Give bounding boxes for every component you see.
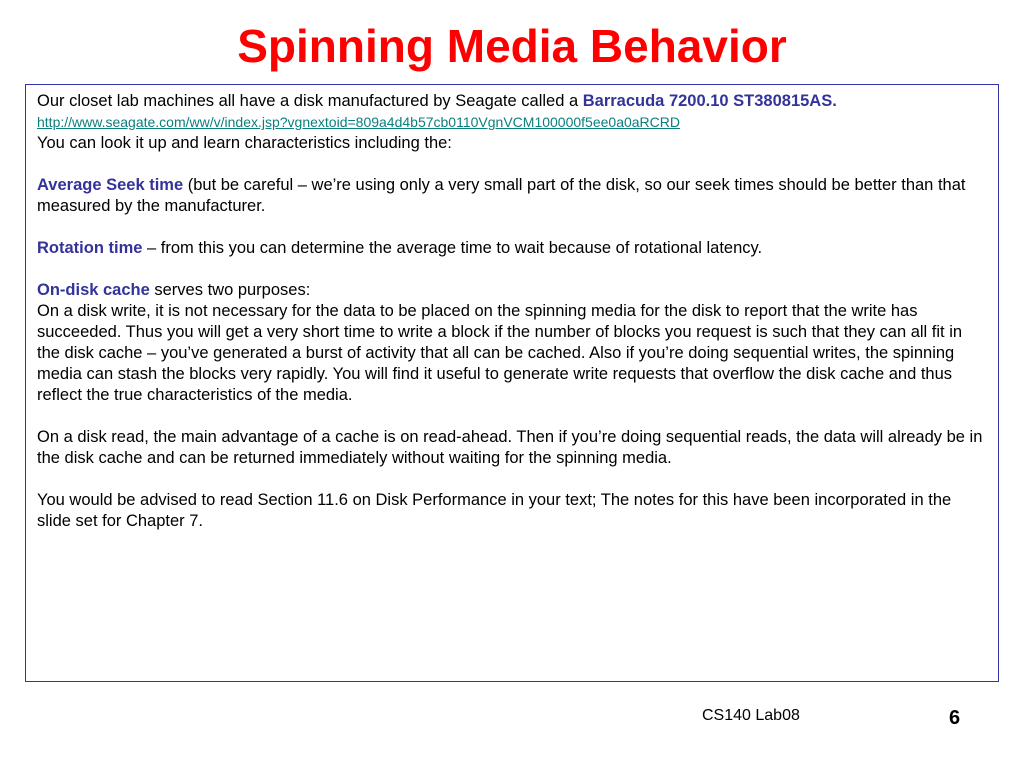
page-number: 6 (949, 707, 961, 729)
footer-label: CS140 Lab08 (702, 707, 800, 724)
cache-label: On-disk cache (37, 281, 150, 299)
rotation-paragraph (37, 238, 988, 259)
slide-title: Spinning Media Behavior (237, 20, 787, 72)
write-paragraph: On a disk write, it is not necessary for the data to be placed on the spinning media for the disk to report that the write has succeeded. Thus you will get a very short time to write a block if the number of blocks you request is such that they can all fit in the disk cache – you’ve generated a burst of activity that all can be cached. Also if you’re doing sequential writes, the spinning media can stash the blocks very rapidly. You will find it useful to generate write requests that overflow the disk cache and thus reflect the true characteristics of the media. (37, 302, 963, 404)
read-paragraph: On a disk read, the main advantage of a cache is on read-ahead. Then if you’re doing sequential reads, the data will already be in the disk cache and can be returned immediately without waiting for the spinning media. (37, 428, 983, 467)
characteristics-intro: You can look it up and learn characteristics including the: (37, 134, 452, 152)
seek-paragraph (37, 175, 988, 217)
rotation-label: Rotation time (37, 239, 143, 257)
intro-text: Our closet lab machines all have a disk manufactured by Seagate called a (37, 92, 583, 110)
intro-paragraph (37, 91, 988, 133)
rotation-text: – from this you can determine the average time to wait because of rotational latency. (142, 239, 763, 257)
seagate-link[interactable]: http://www.seagate.com/ww/v/index.jsp?vgnextoid=809a4d4b57cb0110VgnVCM100000f5ee0a0aRCRD (37, 114, 680, 130)
seek-text: (but be careful – we’re using only a very small part of the disk, so our seek times should be better than that measured by the manufacturer. (37, 176, 966, 215)
seek-label: Average Seek time (37, 176, 184, 194)
advice-paragraph: You would be advised to read Section 11.6 on Disk Performance in your text; The notes for this have been incorporated in the slide set for Chapter 7. (37, 491, 952, 530)
content-box (25, 84, 999, 682)
cache-text: serves two purposes: (149, 281, 311, 299)
cache-paragraph (37, 280, 988, 301)
disk-model: Barracuda 7200.10 ST380815AS. (582, 92, 837, 110)
